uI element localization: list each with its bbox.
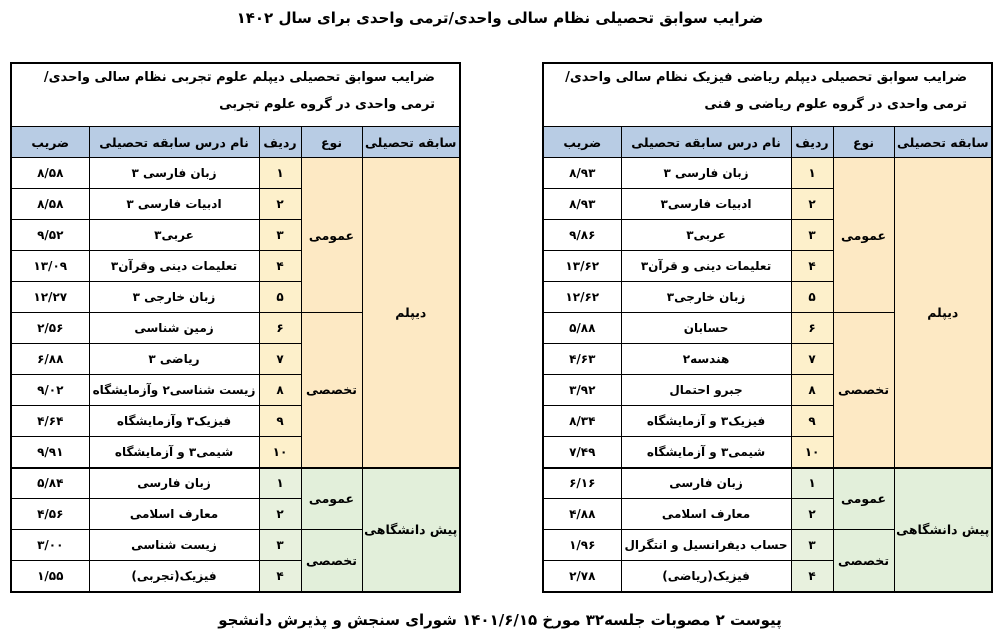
coefficient: ۹/۸۶: [543, 220, 621, 251]
row-number: ۱: [259, 158, 301, 189]
type-specialized: تخصصی: [833, 530, 894, 592]
footer-note: پیوست ۲ مصوبات جلسه۳۲ مورخ ۱۴۰۱/۶/۱۵ شورای سنجش و پذیرش دانشجو: [218, 611, 782, 629]
header-row: [543, 127, 992, 158]
course-name: حسابان: [621, 313, 791, 344]
row-number: ۶: [791, 313, 833, 344]
column-header-row-number: ردیف: [259, 127, 301, 158]
column-header-course: نام درس سابقه تحصیلی: [89, 127, 259, 158]
course-name: زبان فارسی: [89, 468, 259, 499]
coefficient: ۱۲/۶۲: [543, 282, 621, 313]
row-number: ۲: [259, 499, 301, 530]
row-number: ۲: [259, 189, 301, 220]
coefficient: ۵/۸۸: [543, 313, 621, 344]
course-name: هندسه۲: [621, 344, 791, 375]
row-number: ۸: [259, 375, 301, 406]
course-name: معارف اسلامی: [621, 499, 791, 530]
course-name: ادبیات فارسی۳: [621, 189, 791, 220]
row-number: ۴: [791, 251, 833, 282]
column-header-course: نام درس سابقه تحصیلی: [621, 127, 791, 158]
type-general: عمومی: [301, 468, 362, 530]
row-number: ۸: [791, 375, 833, 406]
row-number: ۳: [259, 220, 301, 251]
coefficient: ۱/۵۵: [11, 561, 89, 592]
row-number: ۹: [791, 406, 833, 437]
coefficient: ۱۲/۲۷: [11, 282, 89, 313]
coefficient: ۸/۳۴: [543, 406, 621, 437]
type-general: عمومی: [833, 468, 894, 530]
row-number: ۳: [791, 220, 833, 251]
page-title: ضرایب سوابق تحصیلی نظام سالی واحدی/ترمی واحدی برای سال ۱۴۰۲: [236, 9, 764, 27]
coefficient: ۳/۹۲: [543, 375, 621, 406]
row-number: ۴: [259, 561, 301, 592]
course-name: حساب دیفرانسیل و انتگرال: [621, 530, 791, 561]
coefficient: ۱/۹۶: [543, 530, 621, 561]
table-caption: [543, 63, 992, 127]
column-header-type: نوع: [833, 127, 894, 158]
caption-line-1: ضرایب سوابق تحصیلی دیپلم ریاضی فیزیک نظام سالی واحدی/: [565, 70, 968, 85]
course-name: شیمی۳ و آزمایشگاه: [621, 437, 791, 468]
table-row: [11, 158, 460, 189]
row-number: ۷: [259, 344, 301, 375]
course-name: جبرو احتمال: [621, 375, 791, 406]
course-name: ادبیات فارسی ۳: [89, 189, 259, 220]
coefficient: ۴/۶۴: [11, 406, 89, 437]
course-name: فیزیک(ریاضی): [621, 561, 791, 592]
coefficient: ۸/۹۳: [543, 189, 621, 220]
course-name: زیست شناسی: [89, 530, 259, 561]
coefficient: ۶/۱۶: [543, 468, 621, 499]
caption-line-1: ضرایب سوابق تحصیلی دیپلم علوم تجربی نظام سالی واحدی/: [43, 70, 435, 85]
course-name: عربی۳: [621, 220, 791, 251]
caption-row: [543, 63, 992, 127]
table-caption: [11, 63, 460, 127]
coefficient: ۴/۵۶: [11, 499, 89, 530]
coefficient: ۷/۴۹: [543, 437, 621, 468]
coefficient: ۴/۸۸: [543, 499, 621, 530]
header-row: [11, 127, 460, 158]
column-header-coefficient: ضریب: [543, 127, 621, 158]
row-number: ۲: [791, 499, 833, 530]
row-number: ۳: [259, 530, 301, 561]
table-row: [543, 158, 992, 189]
coefficient: ۱۳/۰۹: [11, 251, 89, 282]
row-number: ۶: [259, 313, 301, 344]
course-name: عربی۳: [89, 220, 259, 251]
math-physics-table: [542, 62, 993, 593]
row-number: ۵: [259, 282, 301, 313]
type-specialized: تخصصی: [301, 313, 362, 468]
row-number: ۴: [791, 561, 833, 592]
section-pre-university: پیش دانشگاهی: [362, 468, 460, 592]
coefficient: ۲/۵۶: [11, 313, 89, 344]
coefficient: ۸/۵۸: [11, 189, 89, 220]
coefficient: ۸/۵۸: [11, 158, 89, 189]
table-row: [543, 468, 992, 499]
row-number: ۵: [791, 282, 833, 313]
course-name: زبان فارسی: [621, 468, 791, 499]
course-name: زبان خارجی۳: [621, 282, 791, 313]
coefficient: ۹/۰۲: [11, 375, 89, 406]
course-name: زمین شناسی: [89, 313, 259, 344]
course-name: فیزیک(تجربی): [89, 561, 259, 592]
caption-line-2: ترمی واحدی در گروه علوم ریاضی و فنی: [704, 97, 968, 112]
course-name: تعلیمات دینی وقرآن۳: [89, 251, 259, 282]
coefficient: ۲/۷۸: [543, 561, 621, 592]
section-pre-university: پیش دانشگاهی: [894, 468, 992, 592]
course-name: فیزیک۳ وآزمایشگاه: [89, 406, 259, 437]
column-header-coefficient: ضریب: [11, 127, 89, 158]
coefficient: ۹/۵۲: [11, 220, 89, 251]
type-specialized: تخصصی: [301, 530, 362, 592]
table-row: [11, 468, 460, 499]
section-diploma: دیپلم: [894, 158, 992, 468]
experimental-sciences-table: [10, 62, 461, 593]
row-number: ۱۰: [791, 437, 833, 468]
course-name: ریاضی ۳: [89, 344, 259, 375]
course-name: فیزیک۳ و آزمایشگاه: [621, 406, 791, 437]
type-general: عمومی: [301, 158, 362, 313]
coefficient: ۶/۸۸: [11, 344, 89, 375]
course-name: شیمی۳ و آزمایشگاه: [89, 437, 259, 468]
row-number: ۱۰: [259, 437, 301, 468]
section-diploma: دیپلم: [362, 158, 460, 468]
row-number: ۱: [791, 468, 833, 499]
row-number: ۹: [259, 406, 301, 437]
row-number: ۱: [791, 158, 833, 189]
row-number: ۳: [791, 530, 833, 561]
column-header-background: سابقه تحصیلی: [362, 127, 460, 158]
coefficient: ۳/۰۰: [11, 530, 89, 561]
column-header-type: نوع: [301, 127, 362, 158]
coefficient: ۵/۸۴: [11, 468, 89, 499]
type-specialized: تخصصی: [833, 313, 894, 468]
course-name: معارف اسلامی: [89, 499, 259, 530]
course-name: زیست شناسی۲ وآزمایشگاه: [89, 375, 259, 406]
caption-row: [11, 63, 460, 127]
caption-line-2: ترمی واحدی در گروه علوم تجربی: [219, 97, 435, 112]
row-number: ۷: [791, 344, 833, 375]
row-number: ۴: [259, 251, 301, 282]
row-number: ۱: [259, 468, 301, 499]
course-name: زبان فارسی ۳: [621, 158, 791, 189]
course-name: زبان خارجی ۳: [89, 282, 259, 313]
course-name: زبان فارسی ۳: [89, 158, 259, 189]
type-general: عمومی: [833, 158, 894, 313]
row-number: ۲: [791, 189, 833, 220]
coefficient: ۴/۶۳: [543, 344, 621, 375]
coefficient: ۸/۹۳: [543, 158, 621, 189]
column-header-row-number: ردیف: [791, 127, 833, 158]
column-header-background: سابقه تحصیلی: [894, 127, 992, 158]
coefficient: ۱۳/۶۲: [543, 251, 621, 282]
coefficient: ۹/۹۱: [11, 437, 89, 468]
course-name: تعلیمات دینی و قرآن۳: [621, 251, 791, 282]
